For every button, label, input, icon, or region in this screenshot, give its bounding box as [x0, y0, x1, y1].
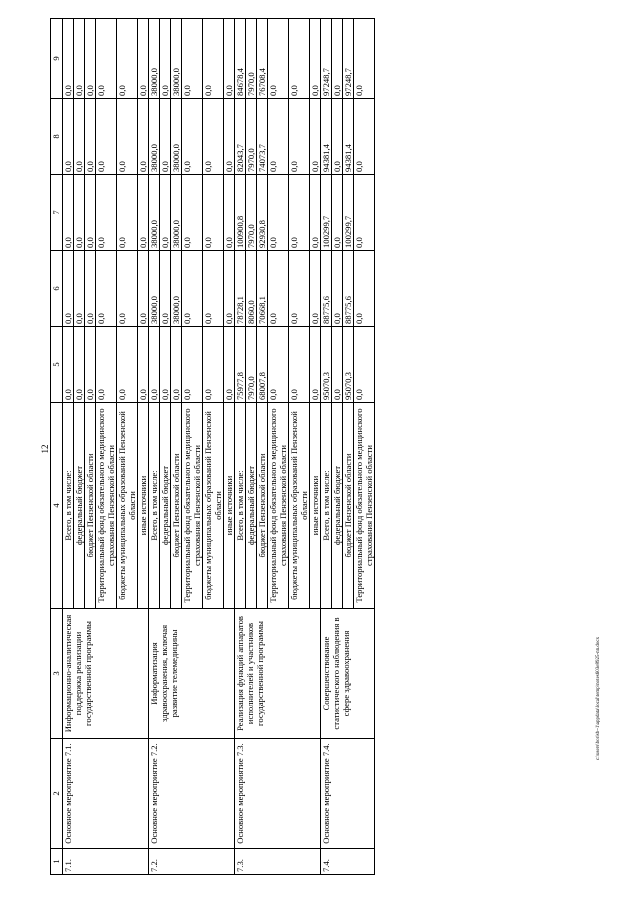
value-cell: 0,0 — [63, 251, 74, 327]
value-cell: 100900,8 — [235, 175, 246, 251]
row-number: 7.1. — [63, 849, 149, 875]
value-cell: 0,0 — [85, 327, 96, 403]
value-cell: 0,0 — [332, 251, 343, 327]
funding-source: бюджет Пензенской области — [85, 403, 96, 609]
value-cell: 0,0 — [160, 99, 171, 175]
value-cell: 7970,0 — [246, 175, 257, 251]
footer-file-path: c:\users\borisb~1\appdata\local\temp\notes603e8925-nn.docx — [596, 636, 601, 760]
value-cell: 0,0 — [117, 19, 138, 99]
value-cell: 0,0 — [268, 19, 289, 99]
funding-source: Территориальный фонд обязательного медицинского страхования Пензенской области — [354, 403, 375, 609]
column-header-8: 8 — [51, 99, 63, 175]
funding-source: Всего, в том числе: — [321, 403, 332, 609]
value-cell: 0,0 — [85, 99, 96, 175]
table-row — [63, 19, 74, 875]
value-cell: 74073,7 — [257, 99, 268, 175]
value-cell: 0,0 — [85, 19, 96, 99]
value-cell: 0,0 — [182, 99, 203, 175]
page-number: 12 — [40, 444, 50, 454]
funding-source: бюджет Пензенской области — [343, 403, 354, 609]
value-cell: 0,0 — [117, 327, 138, 403]
column-header-6: 6 — [51, 251, 63, 327]
funding-source: иные источники — [310, 403, 321, 609]
value-cell: 0,0 — [310, 327, 321, 403]
column-header-7: 7 — [51, 175, 63, 251]
value-cell: 0,0 — [74, 175, 85, 251]
value-cell: 88775,6 — [343, 251, 354, 327]
value-cell: 0,0 — [289, 175, 310, 251]
funding-source: Территориальный фонд обязательного медицинского страхования Пензенской области — [182, 403, 203, 609]
value-cell: 0,0 — [224, 327, 235, 403]
event-title: Совершенствование статистического наблюдения в сфере здравоохранения — [321, 609, 375, 739]
value-cell: 0,0 — [138, 251, 149, 327]
funding-source: бюджет Пензенской области — [257, 403, 268, 609]
row-number: 7.2. — [149, 849, 235, 875]
value-cell: 0,0 — [138, 175, 149, 251]
column-header-4: 4 — [51, 403, 63, 609]
event-title: Информационно-аналитическая поддержка реализации государственной программы — [63, 609, 149, 739]
value-cell: 0,0 — [182, 327, 203, 403]
value-cell: 38000,0 — [171, 19, 182, 99]
value-cell: 76708,4 — [257, 19, 268, 99]
value-cell: 78728,1 — [235, 251, 246, 327]
value-cell: 0,0 — [85, 175, 96, 251]
value-cell: 7970,0 — [246, 19, 257, 99]
value-cell: 0,0 — [310, 251, 321, 327]
budget-table — [50, 18, 375, 875]
event-title: Информатизация здравоохранения, включая развитие телемедицины — [149, 609, 235, 739]
funding-source: бюджеты муниципальных образований Пензенской области — [203, 403, 224, 609]
value-cell: 0,0 — [354, 251, 375, 327]
funding-source: Всего, в том числе: — [235, 403, 246, 609]
value-cell: 68007,8 — [257, 327, 268, 403]
value-cell: 0,0 — [96, 251, 117, 327]
value-cell: 0,0 — [203, 19, 224, 99]
value-cell: 0,0 — [332, 99, 343, 175]
value-cell: 0,0 — [354, 19, 375, 99]
value-cell: 0,0 — [74, 251, 85, 327]
value-cell: 0,0 — [96, 175, 117, 251]
value-cell: 0,0 — [63, 19, 74, 99]
value-cell: 0,0 — [310, 175, 321, 251]
value-cell: 0,0 — [310, 19, 321, 99]
row-number: 7.3. — [235, 849, 321, 875]
value-cell: 0,0 — [332, 175, 343, 251]
value-cell: 0,0 — [63, 99, 74, 175]
value-cell: 0,0 — [182, 251, 203, 327]
value-cell: 0,0 — [354, 327, 375, 403]
event-title: Реализация функций аппаратов исполнителей и участников государственной программы — [235, 609, 321, 739]
value-cell: 0,0 — [203, 327, 224, 403]
value-cell: 0,0 — [332, 327, 343, 403]
value-cell: 0,0 — [160, 251, 171, 327]
event-name: Основное мероприятие 7.1. — [63, 739, 149, 849]
value-cell: 0,0 — [289, 19, 310, 99]
column-header-5: 5 — [51, 327, 63, 403]
value-cell: 0,0 — [203, 175, 224, 251]
value-cell: 0,0 — [74, 19, 85, 99]
value-cell: 0,0 — [203, 251, 224, 327]
value-cell: 100299,7 — [321, 175, 332, 251]
funding-source: бюджеты муниципальных образований Пензенской области — [117, 403, 138, 609]
value-cell: 0,0 — [354, 175, 375, 251]
funding-source: бюджет Пензенской области — [171, 403, 182, 609]
value-cell: 0,0 — [85, 251, 96, 327]
value-cell: 0,0 — [224, 175, 235, 251]
value-cell: 97248,7 — [343, 19, 354, 99]
column-header-3: 3 — [51, 609, 63, 739]
value-cell: 88775,6 — [321, 251, 332, 327]
value-cell: 0,0 — [96, 99, 117, 175]
header-row — [51, 19, 63, 875]
value-cell: 0,0 — [203, 99, 224, 175]
value-cell: 0,0 — [182, 19, 203, 99]
value-cell: 0,0 — [268, 251, 289, 327]
value-cell: 0,0 — [74, 327, 85, 403]
value-cell: 0,0 — [310, 99, 321, 175]
column-header-2: 2 — [51, 739, 63, 849]
value-cell: 0,0 — [224, 251, 235, 327]
table-row — [149, 19, 160, 875]
value-cell: 0,0 — [63, 175, 74, 251]
value-cell: 94381,4 — [321, 99, 332, 175]
value-cell: 7970,0 — [246, 327, 257, 403]
value-cell: 38000,0 — [171, 251, 182, 327]
value-cell: 94381,4 — [343, 99, 354, 175]
value-cell: 0,0 — [171, 327, 182, 403]
value-cell: 0,0 — [268, 99, 289, 175]
funding-source: бюджеты муниципальных образований Пензенской области — [289, 403, 310, 609]
event-name: Основное мероприятие 7.3. — [235, 739, 321, 849]
value-cell: 0,0 — [96, 327, 117, 403]
value-cell: 92930,8 — [257, 175, 268, 251]
value-cell: 0,0 — [182, 175, 203, 251]
value-cell: 38000,0 — [149, 175, 160, 251]
value-cell: 75977,8 — [235, 327, 246, 403]
funding-source: иные источники — [138, 403, 149, 609]
value-cell: 0,0 — [74, 99, 85, 175]
value-cell: 38000,0 — [149, 99, 160, 175]
value-cell: 0,0 — [354, 99, 375, 175]
value-cell: 7970,0 — [246, 99, 257, 175]
value-cell: 0,0 — [117, 251, 138, 327]
funding-source: федеральный бюджет — [160, 403, 171, 609]
table-body — [63, 19, 375, 875]
funding-source: Территориальный фонд обязательного медицинского страхования Пензенской области — [268, 403, 289, 609]
value-cell: 0,0 — [138, 327, 149, 403]
value-cell: 8060,0 — [246, 251, 257, 327]
funding-source: федеральный бюджет — [246, 403, 257, 609]
value-cell: 100299,7 — [343, 175, 354, 251]
value-cell: 38000,0 — [171, 175, 182, 251]
value-cell: 0,0 — [117, 99, 138, 175]
value-cell: 0,0 — [224, 19, 235, 99]
column-header-1: 1 — [51, 849, 63, 875]
value-cell: 0,0 — [268, 175, 289, 251]
funding-source: иные источники — [224, 403, 235, 609]
value-cell: 0,0 — [160, 175, 171, 251]
funding-source: федеральный бюджет — [332, 403, 343, 609]
value-cell: 95070,3 — [321, 327, 332, 403]
value-cell: 95070,3 — [343, 327, 354, 403]
funding-source: Всего, в том числе: — [63, 403, 74, 609]
value-cell: 38000,0 — [149, 19, 160, 99]
column-header-9: 9 — [51, 19, 63, 99]
table-row — [235, 19, 246, 875]
value-cell: 97248,7 — [321, 19, 332, 99]
value-cell: 0,0 — [96, 19, 117, 99]
funding-source: Территориальный фонд обязательного медицинского страхования Пензенской области — [96, 403, 117, 609]
event-name: Основное мероприятие 7.2. — [149, 739, 235, 849]
value-cell: 0,0 — [63, 327, 74, 403]
table-row — [321, 19, 332, 875]
rotated-table-container — [50, 20, 560, 875]
value-cell: 82043,7 — [235, 99, 246, 175]
value-cell: 0,0 — [117, 175, 138, 251]
funding-source: Всего, в том числе: — [149, 403, 160, 609]
value-cell: 0,0 — [289, 251, 310, 327]
value-cell: 0,0 — [138, 99, 149, 175]
value-cell: 0,0 — [289, 99, 310, 175]
value-cell: 0,0 — [224, 99, 235, 175]
value-cell: 0,0 — [160, 19, 171, 99]
value-cell: 84678,4 — [235, 19, 246, 99]
value-cell: 38000,0 — [149, 251, 160, 327]
row-number: 7.4. — [321, 849, 375, 875]
value-cell: 0,0 — [160, 327, 171, 403]
value-cell: 0,0 — [149, 327, 160, 403]
value-cell: 38000,0 — [171, 99, 182, 175]
value-cell: 0,0 — [289, 327, 310, 403]
value-cell: 0,0 — [268, 327, 289, 403]
value-cell: 0,0 — [138, 19, 149, 99]
event-name: Основное мероприятие 7.4. — [321, 739, 375, 849]
value-cell: 70668,1 — [257, 251, 268, 327]
value-cell: 0,0 — [332, 19, 343, 99]
funding-source: федеральный бюджет — [74, 403, 85, 609]
